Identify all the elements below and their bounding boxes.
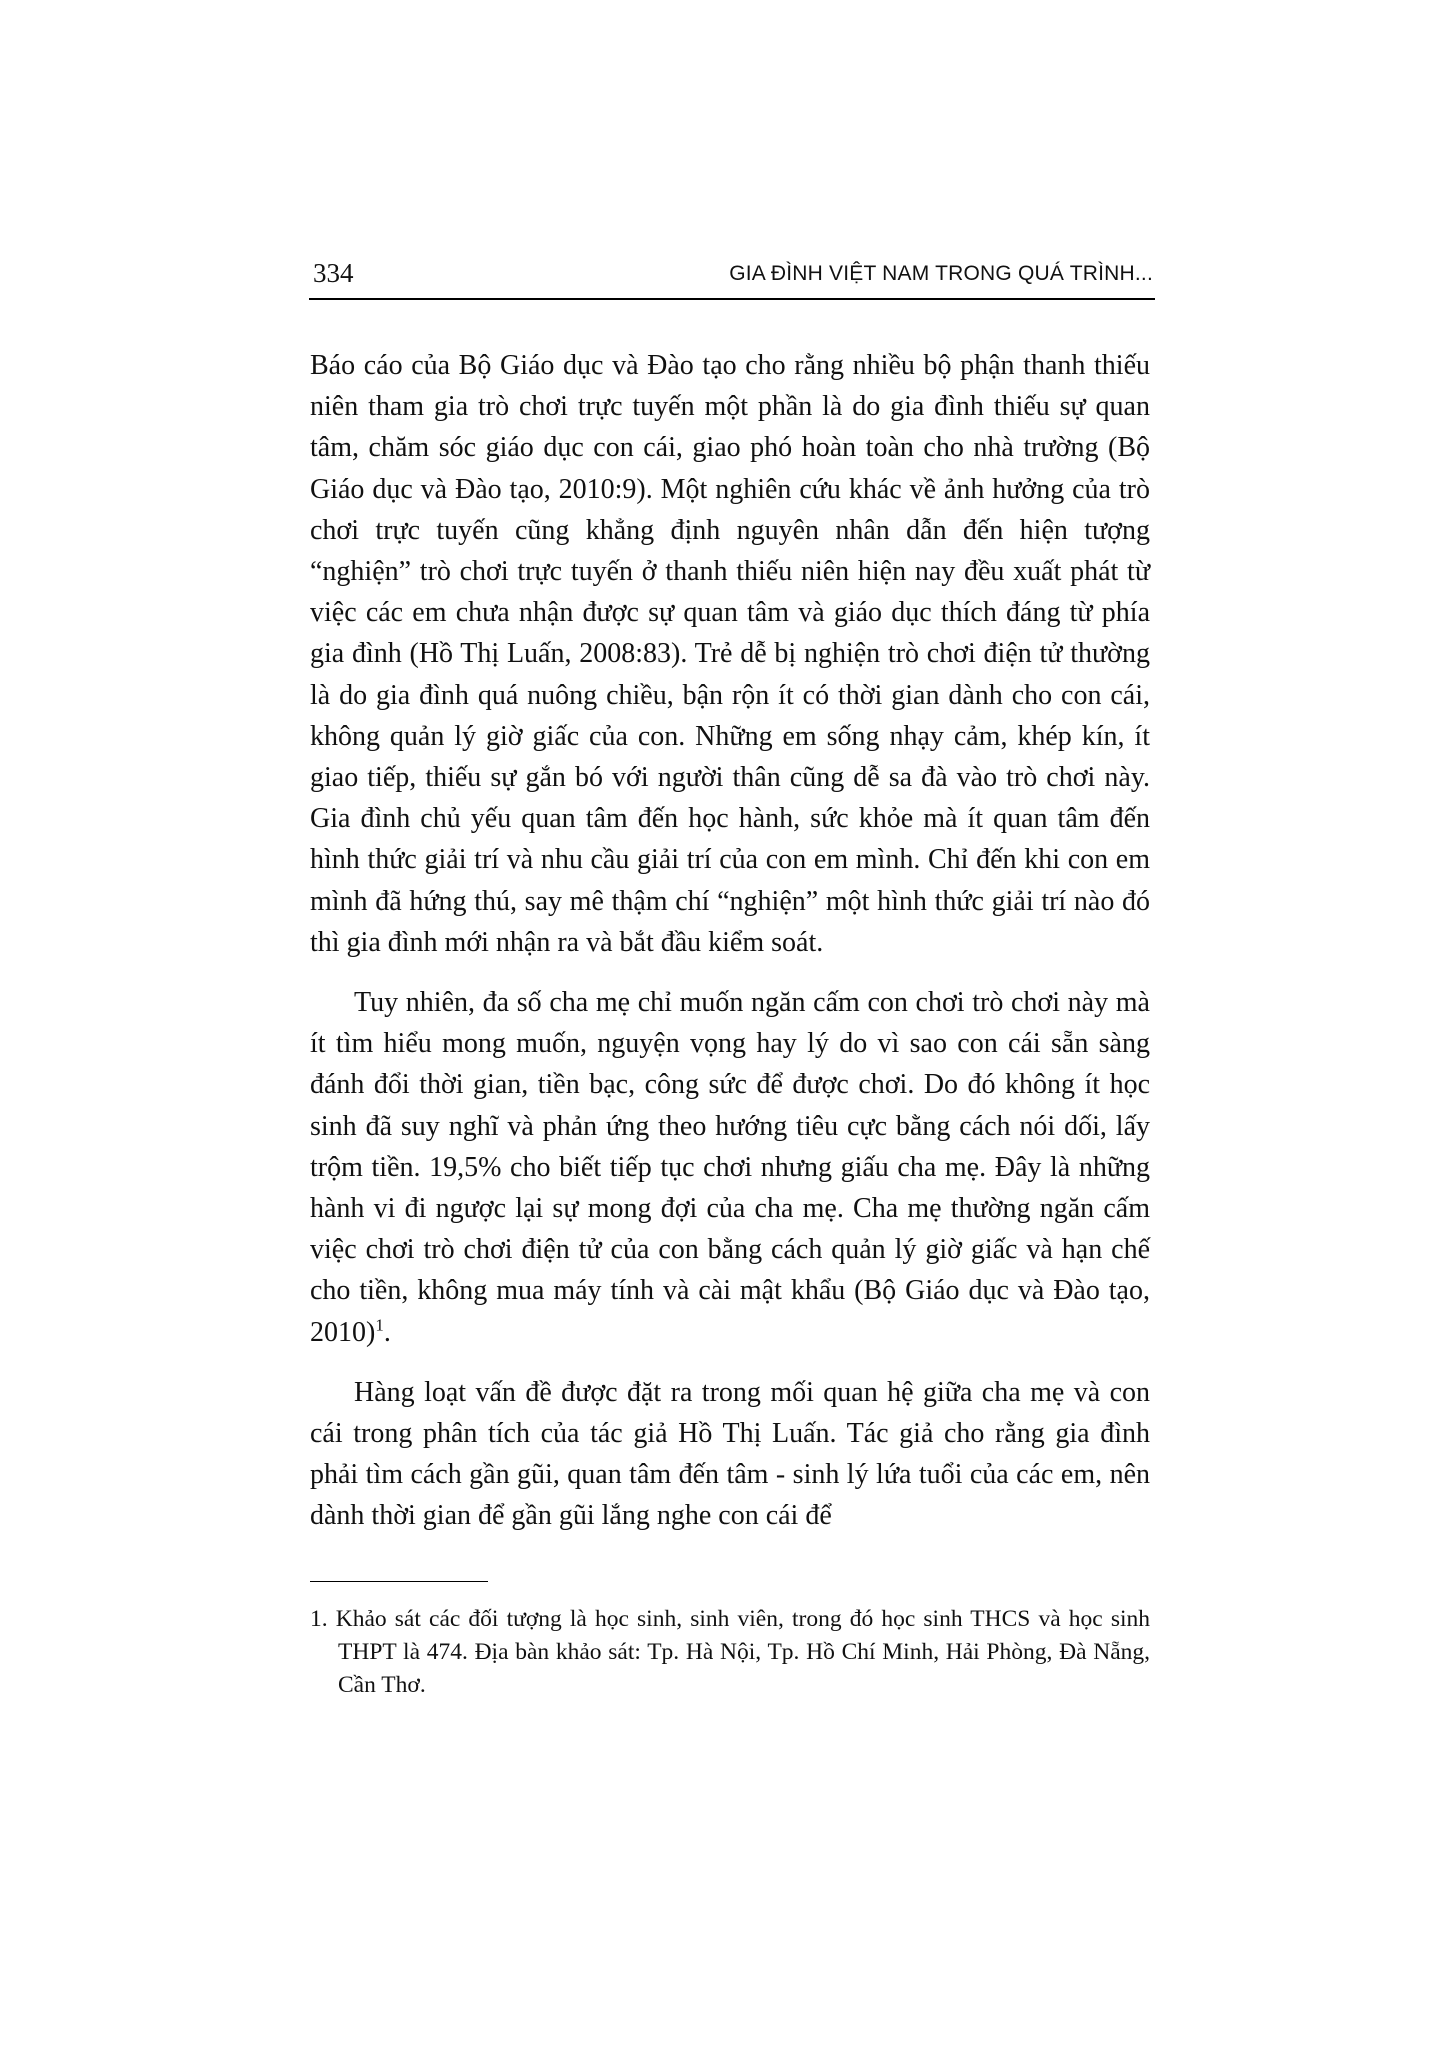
page-header — [309, 258, 1155, 300]
body-text — [310, 345, 1150, 1556]
paragraph-3: Hàng loạt vấn đề được đặt ra trong mối quan hệ giữa cha mẹ và con cái trong phân tích của tác giả Hồ Thị Luấn. Tác giả cho rằng gia đình phải tìm cách gần gũi, quan tâm đến tâm - sinh lý lứa tuổi của các em, nên dành thời gian để gần gũi lắng nghe con cái để — [310, 1376, 1150, 1532]
page-number: 334 — [313, 258, 354, 288]
footnote-marker: 1 — [375, 1315, 384, 1335]
paragraph-2-text: Tuy nhiên, đa số cha mẹ chỉ muốn ngăn cấm con chơi trò chơi này mà ít tìm hiểu mong muốn, nguyện vọng hay lý do vì sao con cái sẵn sàng đánh đổi thời gian, tiền bạc, công sức để được chơi. Do đó không ít học sinh đã suy nghĩ và phản ứng theo hướng tiêu cực bằng cách nói dối, lấy trộm tiền. 19,5% cho biết tiếp tục chơi nhưng giấu cha mẹ. Đây là những hành vi đi ngược lại sự mong đợi của cha mẹ. Cha mẹ thường ngăn cấm việc chơi trò chơi điện tử của con bằng cách quản lý giờ giấc và hạn chế cho tiền, không mua máy tính và cài mật khẩu (Bộ Giáo dục và Đào tạo, 2010) — [310, 987, 1150, 1348]
footnote-divider — [310, 1581, 488, 1582]
footnote: 1. Khảo sát các đối tượng là học sinh, sinh viên, trong đó học sinh THCS và học sinh THPT là 474. Địa bàn khảo sát: Tp. Hà Nội, Tp. Hồ Chí Minh, Hải Phòng, Đà Nẵng, Cần Thơ. — [310, 1606, 1150, 1698]
paragraph-2 — [310, 982, 1150, 1353]
paragraph-1: Báo cáo của Bộ Giáo dục và Đào tạo cho rằng nhiều bộ phận thanh thiếu niên tham gia trò chơi trực tuyến một phần là do gia đình thiếu sự quan tâm, chăm sóc giáo dục con cái, giao phó hoàn toàn cho nhà trường (Bộ Giáo dục và Đào tạo, 2010:9). Một nghiên cứu khác về ảnh hưởng của trò chơi trực tuyến cũng khẳng định nguyên nhân dẫn đến hiện tượng “nghiện” trò chơi trực tuyến ở thanh thiếu niên hiện nay đều xuất phát từ việc các em chưa nhận được sự quan tâm và giáo dục thích đáng từ phía gia đình (Hồ Thị Luấn, 2008:83). Trẻ dễ bị nghiện trò chơi điện tử thường là do gia đình quá nuông chiều, bận rộn ít có thời gian dành cho con cái, không quản lý giờ giấc của con. Những em sống nhạy cảm, khép kín, ít giao tiếp, thiếu sự gắn bó với người thân cũng dễ sa đà vào trò chơi này. Gia đình chủ yếu quan tâm đến học hành, sức khỏe mà ít quan tâm đến hình thức giải trí và nhu cầu giải trí của con em mình. Chỉ đến khi con em mình đã hứng thú, say mê thậm chí “nghiện” một hình thức giải trí nào đó thì gia đình mới nhận ra và bắt đầu kiểm soát. — [310, 350, 1150, 958]
paragraph-2-end: . — [383, 1316, 391, 1348]
running-title: GIA ĐÌNH VIỆT NAM TRONG QUÁ TRÌNH... — [729, 262, 1153, 285]
